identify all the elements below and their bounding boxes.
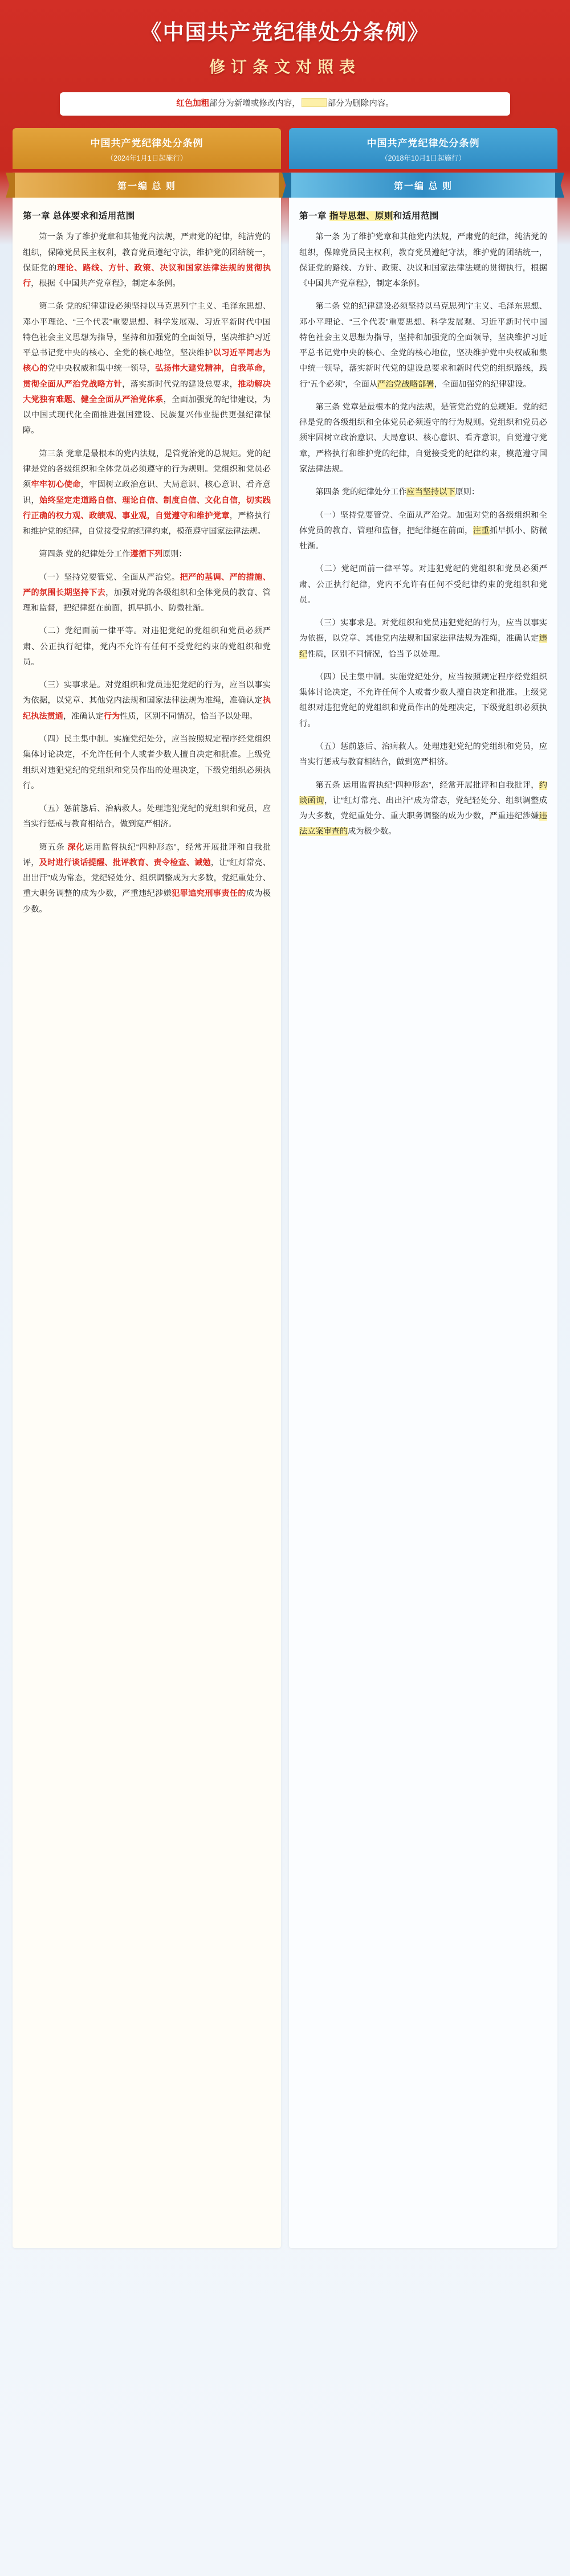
body-text: 第五条 <box>39 842 68 852</box>
column-2018-body <box>289 198 557 2248</box>
body-text: 第三条 党章是最根本的党内法规，是管党治党的总规矩。党的纪律是党的各级组织和全体党员必须遵守的行为规则。党组织和党员必须牢固树立政治意识、大局意识、核心意识、看齐意识，自觉遵守党章，严格执行和维护党的纪律，自觉接受党的纪律约束，模范遵守国家法律法规。 <box>299 402 547 474</box>
body-text: ，让“红灯常亮、出出汗”成为常态，党纪轻处分、组织调整成为大多数，党纪重处分、重大职务调整的成为少数，严重违纪涉嫌 <box>23 858 271 899</box>
column-2024 <box>13 128 281 2248</box>
document-header <box>0 0 570 116</box>
emphasis-text: 把严的基调、严的措施、严的氛围长期坚持下去 <box>23 572 271 597</box>
chapter-prefix: 第一章 <box>299 211 329 222</box>
column-2018-articles <box>299 230 547 839</box>
body-text: ，加强对党的各级组织和全体党员的教育、管理和监督，把纪律挺在前面，抓早抓小、防微杜渐。 <box>23 588 271 613</box>
article-paragraph <box>299 616 547 662</box>
body-text: （一）坚持党要管党、全面从严治党。加强对党的各级组织和全体党员的教育、管理和监督，把纪律挺在前面， <box>299 510 547 535</box>
body-text: ，严格执行和维护党的纪律，自觉接受党的纪律约束，模范遵守国家法律法规。 <box>23 511 271 537</box>
article-paragraph <box>299 230 547 292</box>
body-text: （二）党纪面前一律平等。对违犯党纪的党组织和党员必须严肃、公正执行纪律，党内不允许有任何不受纪律约束的党组织和党员。 <box>299 564 547 605</box>
column-2024-title: 中国共产党纪律处分条例 <box>90 138 203 149</box>
emphasis-text: 严治党战略部署 <box>377 379 434 389</box>
article-paragraph <box>23 447 271 540</box>
emphasis-text: 理论、路线、方针、政策、决议和国家法律法规的贯彻执行 <box>23 263 271 289</box>
body-text: 第一条 为了维护党章和其他党内法规，严肃党的纪律，纯洁党的组织，保障党员民主权利，教育党员遵纪守法，维护党的团结统一，保证党的 <box>23 232 271 273</box>
body-text: 抓早抓小、防微杜渐。 <box>299 526 547 551</box>
emphasis-text: 及时进行谈话提醒、批评教育、责令检查、诫勉 <box>39 858 211 867</box>
body-text: 运用监督执纪“四种形态”，经常开展批评和自我批评， <box>23 842 271 867</box>
column-2024-effective-date: （2024年1月1日起施行） <box>106 154 188 163</box>
chapter-suffix: 和适用范围 <box>393 211 439 222</box>
body-text: ，根据《中国共产党章程》，制定本条例。 <box>31 279 181 289</box>
article-paragraph <box>299 670 547 732</box>
chapter-highlight: 指导思想、原则 <box>329 211 393 222</box>
column-2018-effective-date: （2018年10月1日起施行） <box>381 154 466 163</box>
column-2024-articles <box>23 230 271 918</box>
column-2024-part-ribbon: 第一编 总 则 <box>13 173 281 198</box>
body-text: （四）民主集中制。实施党纪处分，应当按照规定程序经党组织集体讨论决定，不允许任何个人或者少数人擅自决定和批准。上级党组织对违犯党纪的党组织和党员作出的处理决定，下级党组织必须执行。 <box>299 672 547 728</box>
emphasis-text: 牢牢初心使命 <box>31 480 81 490</box>
emphasis-text: 弘扬伟大建党精神，自我革命，贯彻全面从严治党战略方针 <box>23 364 271 389</box>
article-paragraph <box>299 485 547 500</box>
body-text: （五）惩前毖后、治病救人。处理违犯党纪的党组织和党员，应当实行惩戒与教育相结合，做到宽严相济。 <box>23 804 271 829</box>
column-2018-part-ribbon: 第一编 总 则 <box>289 173 557 198</box>
body-text: （五）惩前毖后、治病救人。处理违犯党纪的党组织和党员，应当实行惩戒与教育相结合，做到宽严相济。 <box>299 742 547 767</box>
body-text: ，让“红灯常亮、出出汗”成为常态，党纪轻处分、组织调整成为大多数，党纪重处分、重大职务调整的成为少数，严重违纪涉嫌 <box>299 796 547 821</box>
emphasis-text: 应当坚持以下 <box>406 488 455 497</box>
emphasis-text: 始终坚定走道路自信、理论自信、制度自信、文化自信，切实践行正确的权力观、政绩观、事业观，自觉遵守和维护党章 <box>23 495 271 521</box>
column-2018-chapter-title <box>299 209 547 222</box>
body-text: 第一条 为了维护党章和其他党内法规，严肃党的纪律，纯洁党的组织，保障党员民主权利，教育党员遵纪守法，维护党的团结统一，保证党的路线、方针、政策、决议和国家法律法规的贯彻执行，根据《中国共产党章程》，制定本条例。 <box>299 232 547 289</box>
article-paragraph <box>23 840 271 918</box>
body-text: 党中央权威和集中统一领导， <box>47 364 156 374</box>
body-text: ，准确认定 <box>63 711 104 721</box>
body-text: （一）坚持党要管党、全面从严治党。 <box>39 572 180 582</box>
emphasis-text: 执纪执法贯通 <box>23 696 271 721</box>
emphasis-text: 违纪 <box>299 634 547 659</box>
body-text: （三）实事求是。对党组织和党员违犯党纪的行为，应当以事实为依据，以党章、其他党内法规和国家法律法规为准绳，准确认定 <box>23 681 271 706</box>
article-paragraph <box>23 570 271 617</box>
article-paragraph <box>299 299 547 392</box>
body-text: 成为极少数。 <box>348 827 397 837</box>
body-text: 成为极少数。 <box>23 889 271 914</box>
body-text: 第三条 党章是最根本的党内法规，是管党治党的总规矩。党的纪律是党的各级组织和全体党员必须遵守的行为规则。党组织和党员必须 <box>23 449 271 490</box>
legend-note <box>60 92 510 116</box>
body-text: （四）民主集中制。实施党纪处分，应当按照规定程序经党组织集体讨论决定，不允许任何个人或者少数人擅自决定和批准。上级党组织对违犯党纪的党组织和党员作出的处理决定，下级党组织必须执行。 <box>23 735 271 791</box>
body-text: 原则： <box>162 550 187 559</box>
page-subtitle: 修订条文对照表 <box>209 58 361 76</box>
body-text: ，落实新时代党的建设总要求， <box>122 379 238 389</box>
article-paragraph <box>299 562 547 608</box>
article-paragraph <box>23 801 271 833</box>
emphasis-text: 深化 <box>67 842 85 852</box>
article-paragraph <box>23 230 271 292</box>
column-2018 <box>289 128 557 2248</box>
column-2018-title: 中国共产党纪律处分条例 <box>367 138 480 149</box>
body-text: （三）实事求是。对党组织和党员违犯党纪的行为，应当以事实为依据，以党章、其他党内法规和国家法律法规为准绳，准确认定 <box>299 619 547 644</box>
article-paragraph <box>299 400 547 477</box>
body-text: 第二条 党的纪律建设必须坚持以马克思列宁主义、毛泽东思想、邓小平理论、“三个代表”重要思想、科学发展观、习近平新时代中国特色社会主义思想为指导，坚持和加强党的全面领导，坚决维护习近平总书记党中央的核心、全党的核心地位，坚决维护党中央权威和集中统一领导，落实新时代党的建设总要求和新时代党的组织路线，践行“五个必须”，全面从 <box>299 302 547 389</box>
body-text: ，全面加强党的纪律建设，为以中国式现代化全面推进强国建设、民族复兴伟业提供更强纪律保障。 <box>23 395 271 436</box>
column-2018-header <box>289 128 557 169</box>
column-2024-header <box>13 128 281 169</box>
legend-red-label: 红色加粗 <box>176 99 210 108</box>
body-text: ，全面加强党的纪律建设。 <box>434 379 531 389</box>
page-title: 《中国共产党纪律处分条例》 <box>140 19 430 44</box>
emphasis-text: 约谈函询 <box>299 780 547 805</box>
article-paragraph <box>299 778 547 840</box>
emphasis-text: 注重 <box>473 526 490 535</box>
legend-mid-text: 部分为新增或修改内容， <box>209 99 300 108</box>
emphasis-text: 违法立案审查的 <box>299 812 547 837</box>
body-text: 第二条 党的纪律建设必须坚持以马克思列宁主义、毛泽东思想、邓小平理论、“三个代表”重要思想、科学发展观、习近平新时代中国特色社会主义思想为指导，坚持和加强党的全面领导，坚决维护习近平总书记党中央的核心、全党的核心地位，坚决维护 <box>23 302 271 358</box>
body-text: 性质，区别不同情况，恰当予以处理。 <box>307 649 445 659</box>
emphasis-text: 推动解决大党独有难题、健全全面从严治党体系 <box>23 379 271 404</box>
article-paragraph <box>23 547 271 562</box>
body-text: （二）党纪面前一律平等。对违犯党纪的党组织和党员必须严肃、公正执行纪律，党内不允许有任何不受党纪约束的党组织和党员。 <box>23 626 271 667</box>
emphasis-text: 以习近平同志为核心的 <box>23 349 271 374</box>
column-2024-body <box>13 198 281 2248</box>
article-paragraph <box>23 678 271 724</box>
emphasis-text: 犯罪追究刑事责任的 <box>172 889 246 899</box>
comparison-columns <box>13 128 557 2248</box>
article-paragraph <box>299 739 547 771</box>
body-text: ，牢固树立政治意识、大局意识、核心意识、看齐意识， <box>23 480 271 505</box>
legend-suffix-text: 部分为删除内容。 <box>327 99 394 108</box>
article-paragraph <box>23 624 271 670</box>
column-2024-chapter-title: 第一章 总体要求和适用范围 <box>23 211 135 222</box>
article-paragraph <box>23 732 271 794</box>
emphasis-text: 遵循下列 <box>130 550 163 559</box>
article-paragraph <box>23 299 271 439</box>
legend-yellow-swatch <box>302 98 327 107</box>
emphasis-text: 行为 <box>103 711 120 721</box>
body-text: 原则： <box>455 488 480 497</box>
article-paragraph <box>299 508 547 555</box>
body-text: 性质，区别不同情况，恰当予以处理。 <box>120 711 258 721</box>
body-text: 第五条 运用监督执纪“四种形态”，经常开展批评和自我批评， <box>315 780 539 790</box>
body-text: 第四条 党的纪律处分工作 <box>39 550 131 559</box>
body-text: 第四条 党的纪律处分工作 <box>315 488 407 497</box>
